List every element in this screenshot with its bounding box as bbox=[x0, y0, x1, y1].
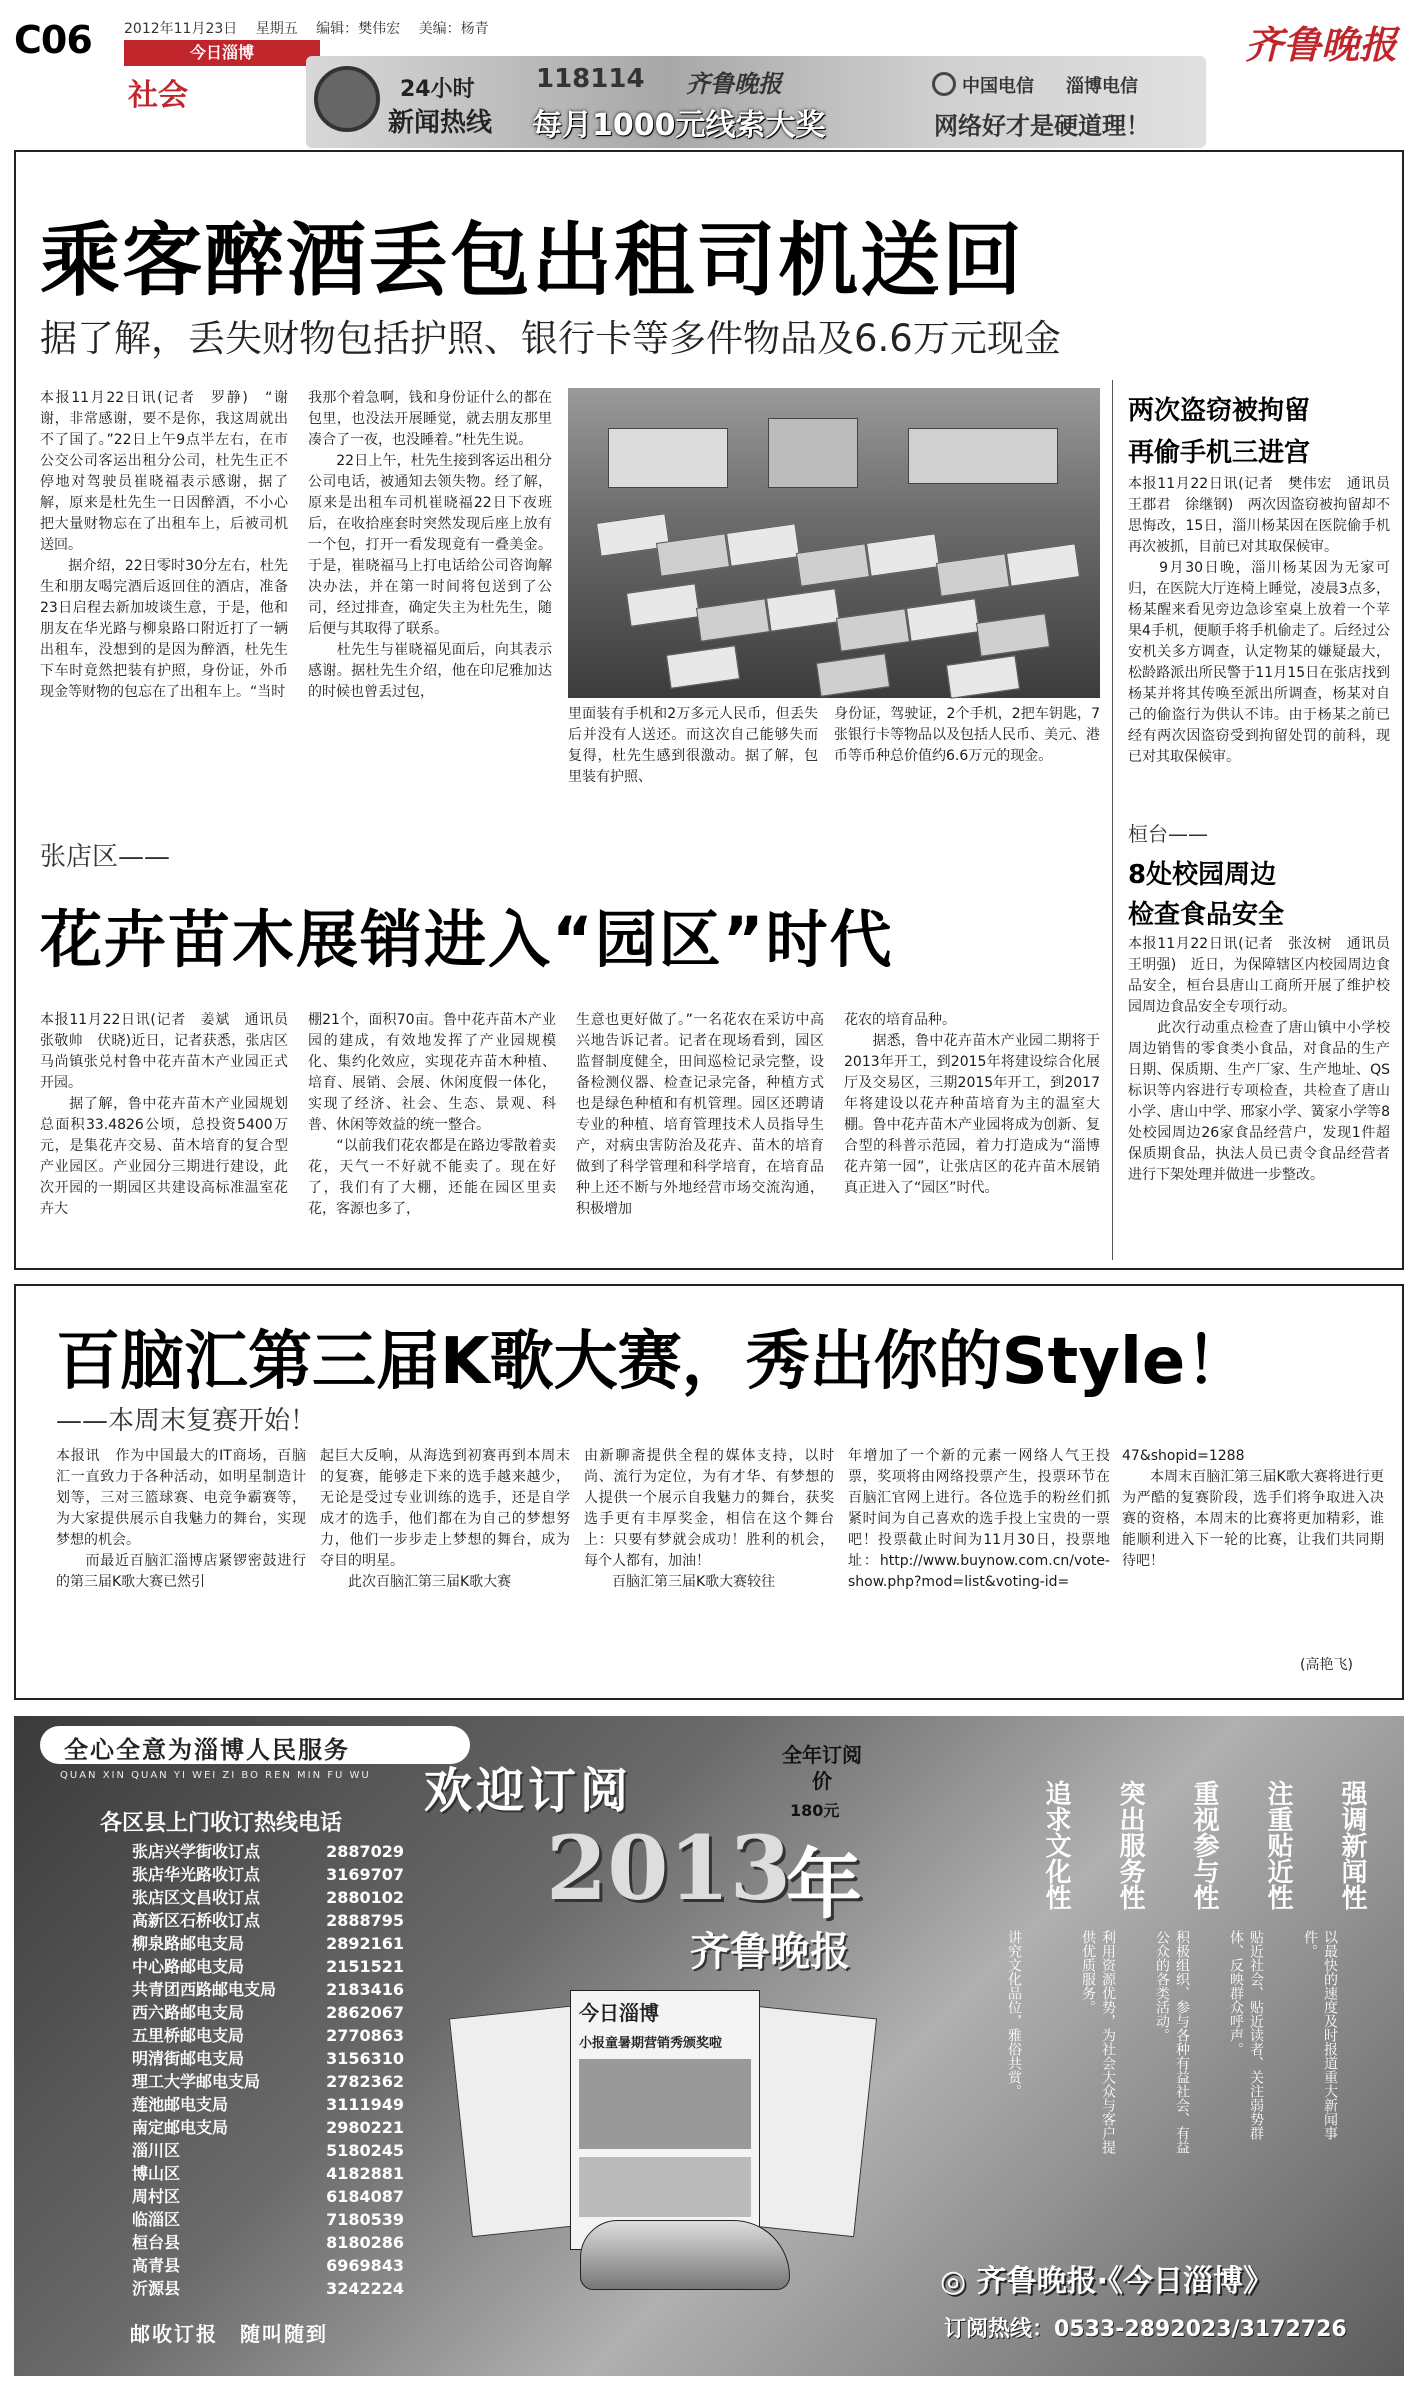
feature-title: 追求文化性 bbox=[1041, 1780, 1071, 1910]
story4-col4: 花农的培育品种。 据悉，鲁中花卉苗木产业园二期将于2013年开工，到2015年将建设综合化展厅及交易区，三期2015年开工，到2017年将建设以花卉种苗培育为主的温室大棚。鲁中花卉苗木产业园将成为创新、复合型的科普示范园，着力打造成为“淄博花卉第一园”，让张店区的花卉苗木展销真正进入了“园区”时代。 bbox=[844, 1012, 1100, 1196]
feature-desc: 以最快的速度及时报道重大新闻事件。 bbox=[1302, 1930, 1338, 2140]
newspaper-headline: 小报童暑期营销秀颁奖啦 bbox=[579, 2036, 723, 2051]
ad-year: 2013 bbox=[546, 1816, 791, 1920]
story5-subhead: ——本周末复赛开始！ bbox=[56, 1406, 317, 1436]
banner-phone: 118114 bbox=[536, 64, 645, 94]
feature-title: 强调新闻性 bbox=[1337, 1780, 1367, 1910]
section-title: 社会 bbox=[128, 78, 188, 113]
story1-col1: 本报11月22日讯(记者 罗静) “谢谢，非常感谢，要不是你，我这周就出不了国了。”22日上午9点半左右，在市公交公司客运出租分公司，杜先生正不停地对驾驶员崔晓福表示感谢，据了解，原来是杜先生一日因醉酒，不小心把大量财物忘在了出租车上，后被司机送回。 据介绍，22日零时30分左右，杜先生和朋友喝完酒后返回住的酒店，准备23日启程去新加坡谈生意，于是，他和朋友在华光路与柳泉路口附近打了一辆出租车，没想到的是因为醉酒，杜先生下车时竟然把装有护照，身份证，外币现金等财物的包忘在了出租车上。“当时 bbox=[40, 390, 288, 700]
hotline-row: 明清街邮电支局 3156310 bbox=[132, 2049, 404, 2068]
banner-hotline-24: 24小时 bbox=[400, 77, 475, 102]
header-date-line bbox=[124, 18, 489, 38]
hotline-row: 周村区 6184087 bbox=[132, 2187, 404, 2206]
hotline-banner bbox=[306, 56, 1206, 148]
clock-icon bbox=[314, 66, 380, 132]
feature-desc: 利用资源优势，为社会大众与客户提供优质服务。 bbox=[1080, 1930, 1116, 2154]
ad-slogan: 全心全意为淄博人民服务 bbox=[64, 1736, 350, 1764]
banner-hotline-news: 新闻热线 bbox=[388, 108, 493, 138]
hotline-row: 共青团西路邮电支局 2183416 bbox=[132, 1980, 404, 1999]
hotline-row: 张店兴学街收订点 2887029 bbox=[132, 1842, 404, 1861]
hotline-row: 中心路邮电支局 2151521 bbox=[132, 1957, 404, 1976]
hotline-row: 博山区 4182881 bbox=[132, 2164, 404, 2183]
story2-body: 本报11月22日讯(记者 樊伟宏 通讯员 王郡君 徐继钢) 两次因盗窃被拘留却不思悔改，15日，淄川杨某因在医院偷手机再次被抓，目前已对其取保候审。 9月30日晚，淄川杨某因为无家可归，在医院大厅连椅上睡觉，凌晨3点多，杨某醒来看见旁边急诊室桌上放着一个苹果4手机，便顺手将手机偷走了。后经过公安机关多方调查，认定物某的嫌疑最大，松龄路派出所民警于11月15日在张店找到杨某并将其传唤至派出所调查，杨某对自己的偷盗行为供认不讳。由于杨某之前已经有两次因盗窃受到拘留处罚的前科，现已对其取保候审。 bbox=[1128, 476, 1390, 765]
header-editor: 编辑：樊伟宏 bbox=[316, 21, 401, 37]
hotline-row: 淄川区 5180245 bbox=[132, 2141, 404, 2160]
ad-footer-left: 邮收订报 随叫随到 bbox=[130, 2322, 328, 2346]
story4-col1: 本报11月22日讯(记者 姜斌 通讯员 张敬帅 伏晓)近日，记者获悉，张店区马尚镇张兑村鲁中花卉苗木产业园正式开园。 据了解，鲁中花卉苗木产业园规划总面积33.4826公顷，总投资5400万元，是集花卉交易、苗木培育的复合型产业园区。产业园分三期进行建设，此次开园的一期园区共建设高标准温室花卉大 bbox=[40, 1012, 288, 1217]
hotline-row: 理工大学邮电支局 2782362 bbox=[132, 2072, 404, 2091]
section-tag-label: 今日淄博 bbox=[189, 43, 254, 62]
ad-annual-price: 180元 bbox=[790, 1801, 840, 1820]
ad-brand-line bbox=[940, 2256, 1273, 2300]
story4-col2: 棚21个，面积70亩。鲁中花卉苗木产业园的建成，有效地发挥了产业园规模化、集约化效应，实现花卉苗木种植、培育、展销、会展、休闲度假一体化，实现了经济、社会、生态、景观、科普、休闲等效益的统一整合。 “以前我们花农都是在路边零散着卖花，天气一不好就不能卖了。现在好了，我们有了大棚，还能在园区里卖花，客源也多了， bbox=[308, 1012, 556, 1217]
hotline-row: 五里桥邮电支局 2770863 bbox=[132, 2026, 404, 2045]
story1-col3: 里面装有手机和2万多元人民币，但丢失后并没有人送还。而这次自己能够失而复得，杜先生感到很激动。据了解，包里装有护照、 bbox=[568, 706, 818, 785]
story1-subhead: 据了解，丢失财物包括护照、银行卡等多件物品及6.6万元现金 bbox=[40, 317, 1061, 360]
story3-body: 本报11月22日讯(记者 张汝树 通讯员 王明强) 近日，为保障辖区内校园周边食品安全，桓台县唐山工商所开展了维护校园周边食品安全专项行动。 此次行动重点检查了唐山镇中小学校周边销售的零食类小食品，对食品的生产日期、保质期、生产厂家、生产地址、QS标识等内容进行专项检查，共检查了唐山小学、唐山中学、邢家小学、簧家小学等8处校园周边26家食品经营户，发现1件超保质期食品，执法人员已责令食品经营者进行下架处理并做进一步整改。 bbox=[1128, 936, 1390, 1183]
feature-desc: 贴近社会、贴近读者、关注弱势群体、反映群众呼声。 bbox=[1228, 1930, 1264, 2140]
hotline-row: 高新区石桥收订点 2888795 bbox=[132, 1911, 404, 1930]
story4-col3: 生意也更好做了。”一名花农在采访中高兴地告诉记者。记者在现场看到，园区监督制度健全，田间巡检记录完整，设备检测仪器、检查记录完备，种植方式也是绿色种植和有机管理。园区还聘请专业的种植、培育管理技术人员指导生产，对病虫害防治及花卉、苗木的培育做到了科学管理和科学培育，在培育品种上还不断与外地经营市场交流沟通，积极增加 bbox=[576, 1012, 824, 1217]
newspaper-label: 今日淄博 bbox=[579, 2001, 659, 2025]
ad-subscribe-hotline: 订阅热线：0533-2892023/3172726 bbox=[944, 2317, 1347, 2342]
story1-headline: 乘客醉酒丢包出租司机送回 bbox=[40, 214, 1024, 307]
hotline-row: 莲池邮电支局 3111949 bbox=[132, 2095, 404, 2114]
ad-welcome: 欢迎订阅 bbox=[424, 1763, 633, 1819]
header-date: 2012年11月23日 bbox=[124, 21, 238, 37]
money-photo bbox=[568, 388, 1100, 698]
header-weekday: 星期五 bbox=[255, 21, 298, 37]
hotline-row: 柳泉路邮电支局 2892161 bbox=[132, 1934, 404, 1953]
hotline-row: 西六路邮电支局 2862067 bbox=[132, 2003, 404, 2022]
newspaper-center bbox=[570, 1990, 760, 2250]
story1-col2: 我那个着急啊，钱和身份证什么的都在包里，也没法开展睡觉，就去朋友那里凑合了一夜，也没睡着。”杜先生说。 22日上午，杜先生接到客运出租分公司电话，被通知去领失物。经了解，原来是出租车司机崔晓福22日下夜班后，在收拾座套时突然发现后座上放有一个包，打开一看发现竟有一叠美金。于是，崔晓福马上打电话给公司咨询解决办法，并在第一时间将包送到了公司，经过排查，确定失主为杜先生，随后便与其取得了联系。 杜先生与崔晓福见面后，向其表示感谢。据杜先生介绍，他在印尼雅加达的时候也曾丢过包， bbox=[308, 390, 552, 700]
ad-paper-name: 齐鲁晚报 bbox=[690, 1929, 850, 1975]
ad-brand-text: 齐鲁晚报·《今日淄博》 bbox=[976, 2264, 1274, 2299]
feature-title: 突出服务性 bbox=[1115, 1780, 1145, 1910]
hotline-row: 张店华光路收订点 3169707 bbox=[132, 1865, 404, 1884]
page-code: C06 bbox=[14, 18, 92, 62]
banner-brand: 齐鲁晚报 bbox=[686, 70, 782, 98]
newspaper-collage bbox=[460, 1990, 880, 2320]
banner-slogan: 网络好才是硬道理！ bbox=[934, 112, 1150, 140]
story5-col2: 起巨大反响，从海选到初赛再到本周末的复赛，能够走下来的选手越来越少，无论是受过专业训练的选手，还是自学成才的选手，他们都在为自己的梦想努力，他们一步步走上梦想的舞台，成为夺目的明星。 此次百脑汇第三届K歌大赛 bbox=[320, 1448, 570, 1590]
story2-headline-2: 再偷手机三进宫 bbox=[1128, 438, 1311, 468]
story2-headline-1: 两次盗窃被拘留 bbox=[1128, 396, 1311, 426]
story5-headline: 百脑汇第三届K歌大赛，秀出你的Style！ bbox=[56, 1325, 1250, 1399]
banner-telecom: 中国电信 bbox=[962, 76, 1034, 97]
hotline-row: 临淄区 7180539 bbox=[132, 2210, 404, 2229]
feature-desc: 讲究文化品位，雅俗共赏。 bbox=[1006, 1930, 1022, 2098]
ad-slogan-pinyin: QUAN XIN QUAN YI WEI ZI BO REN MIN FU WU bbox=[60, 1770, 371, 1781]
story5-col4: 年增加了一个新的元素一网络人气王投票，奖项将由网络投票产生，投票环节在百脑汇官网上进行。各位选手的粉丝们抓紧时间为自己喜欢的选手投上宝贵的一票吧！投票截止时间为11月30日，投票地址：http://www.buynow.com.cn/vote-show.php?mod=list&voting-id= bbox=[848, 1448, 1110, 1590]
ad-features bbox=[1006, 1780, 1390, 2160]
car-image bbox=[580, 2220, 790, 2290]
section-tag bbox=[124, 40, 320, 66]
banner-zibo-telecom: 淄博电信 bbox=[1066, 76, 1138, 97]
brand-swirl-icon: ◎ bbox=[940, 2264, 967, 2299]
telecom-icon bbox=[932, 72, 956, 96]
story5-byline: (高艳飞) bbox=[1300, 1657, 1353, 1673]
header-designer: 美编：杨青 bbox=[418, 21, 489, 37]
story3-headline-1: 8处校园周边 bbox=[1128, 860, 1277, 890]
ad-year-suffix: 年 bbox=[786, 1840, 862, 1929]
ad-annual-price-label: 全年订阅价 bbox=[782, 1743, 862, 1793]
feature-title: 注重贴近性 bbox=[1263, 1780, 1293, 1910]
hotline-row: 高青县 6969843 bbox=[132, 2256, 404, 2275]
story3-headline-2: 检查食品安全 bbox=[1128, 900, 1285, 930]
ad-hotline-title: 各区县上门收订热线电话 bbox=[100, 1811, 343, 1836]
story5-col5: 47&shopid=1288 本周末百脑汇第三届K歌大赛将进行更为严酷的复赛阶段，选手们将争取进入决赛的资格，本周末的比赛将更加精彩，谁能顺利进入下一轮的比赛，让我们共同期待吧！ bbox=[1122, 1448, 1384, 1569]
page-header bbox=[0, 0, 1417, 148]
hotline-row: 张店区文昌收订点 2880102 bbox=[132, 1888, 404, 1907]
story5-col3: 由新聊斋提供全程的媒体支持，以时尚、流行为定位，为有才华、有梦想的人提供一个展示自我魅力的舞台，获奖选手更有丰厚奖金，相信在这个舞台上：只要有梦就会成功！胜利的机会，每个人都有，加油！ 百脑汇第三届K歌大赛较往 bbox=[584, 1448, 834, 1590]
story3-kicker: 桓台—— bbox=[1128, 822, 1208, 846]
masthead: 齐鲁晚报 bbox=[1244, 22, 1397, 67]
story4-kicker: 张店区—— bbox=[40, 842, 171, 872]
banner-monthly-prize: 每月1000元线索大奖 bbox=[532, 108, 826, 143]
right-column-rule bbox=[1112, 380, 1113, 1260]
hotline-row: 桓台县 8180286 bbox=[132, 2233, 404, 2252]
hotline-row: 沂源县 3242224 bbox=[132, 2279, 404, 2298]
hotline-row: 南定邮电支局 2980221 bbox=[132, 2118, 404, 2137]
story5-col1: 本报讯 作为中国最大的IT商场，百脑汇一直致力于各种活动，如明星制造计划等，三对三篮球赛、电竞争霸赛等，为大家提供展示自我魅力的舞台，实现梦想的机会。 而最近百脑汇淄博店紧锣密鼓进行的第三届K歌大赛已然引 bbox=[56, 1448, 306, 1590]
feature-title: 重视参与性 bbox=[1189, 1780, 1219, 1910]
ad-hotline-list bbox=[132, 1840, 404, 2300]
story1-col4: 身份证，驾驶证，2个手机，2把车钥匙，7张银行卡等物品以及包括人民币、美元、港币等币种总价值约6.6万元的现金。 bbox=[834, 706, 1100, 764]
feature-desc: 积极组织、参与各种有益社会、有益公众的各类活动。 bbox=[1154, 1930, 1190, 2154]
story4-headline: 花卉苗木展销进入“园区”时代 bbox=[40, 903, 894, 976]
